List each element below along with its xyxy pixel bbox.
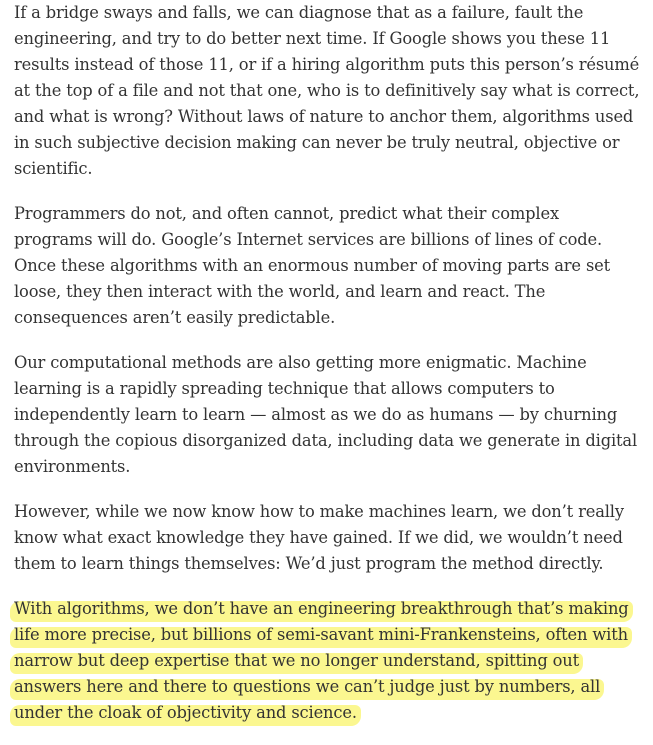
paragraph-programmers: [14, 201, 614, 331]
text-line: However, while we now know how to make machines learn, we don’t really: [14, 502, 624, 521]
highlighted-line: [14, 596, 629, 622]
text-line: and what is wrong? Without laws of nature to anchor them, algorithms used: [14, 107, 634, 126]
paragraph-machines-learn: [14, 499, 624, 577]
text-line: consequences aren’t easily predictable.: [14, 308, 336, 327]
text-line: environments.: [14, 457, 131, 476]
text-line: scientific.: [14, 159, 93, 178]
text-line: Once these algorithms with an enormous number of moving parts are set: [14, 256, 611, 275]
paragraph-highlighted-quote: [14, 596, 629, 726]
text-line: Our computational methods are also getting more enigmatic. Machine: [14, 353, 587, 372]
highlighted-line: [14, 700, 614, 726]
text-line: Programmers do not, and often cannot, predict what their complex: [14, 204, 559, 223]
text-line: independently learn to learn — almost as we do as humans — by churning: [14, 405, 618, 424]
text-line: results instead of those 11, or if a hiring algorithm puts this person’s résumé: [14, 55, 640, 74]
highlighted-line: [14, 622, 628, 648]
text-line: through the copious disorganized data, including data we generate in digital: [14, 431, 638, 450]
text-line: programs will do. Google’s Internet services are billions of lines of code.: [14, 230, 603, 249]
text-line: know what exact knowledge they have gained. If we did, we wouldn’t need: [14, 528, 623, 547]
text-line: If a bridge sways and falls, we can diagnose that as a failure, fault the: [14, 3, 584, 22]
highlighted-text: narrow but deep expertise that we no longer understand, spitting out: [14, 651, 580, 670]
highlighted-text: life more precise, but billions of semi-savant mini-Frankensteins, often with: [14, 625, 628, 644]
highlighted-text: answers here and there to questions we can’t judge just by numbers, all: [14, 677, 601, 696]
highlighted-text: With algorithms, we don’t have an engineering breakthrough that’s making: [14, 599, 629, 618]
text-line: loose, they then interact with the world, and learn and react. The: [14, 282, 546, 301]
article-body: [14, 0, 640, 745]
highlighted-line: [14, 648, 614, 674]
highlighted-text: under the cloak of objectivity and science.: [14, 703, 357, 722]
highlighted-line: [14, 674, 614, 700]
text-line: in such subjective decision making can never be truly neutral, objective or: [14, 133, 620, 152]
text-line: engineering, and try to do better next time. If Google shows you these 11: [14, 29, 611, 48]
text-line: at the top of a file and not that one, who is to definitively say what is correct,: [14, 81, 640, 100]
text-line: them to learn things themselves: We’d just program the method directly.: [14, 554, 604, 573]
text-line: learning is a rapidly spreading technique that allows computers to: [14, 379, 555, 398]
paragraph-computational-methods: [14, 350, 638, 480]
paragraph-bridge-failure: [14, 0, 640, 182]
